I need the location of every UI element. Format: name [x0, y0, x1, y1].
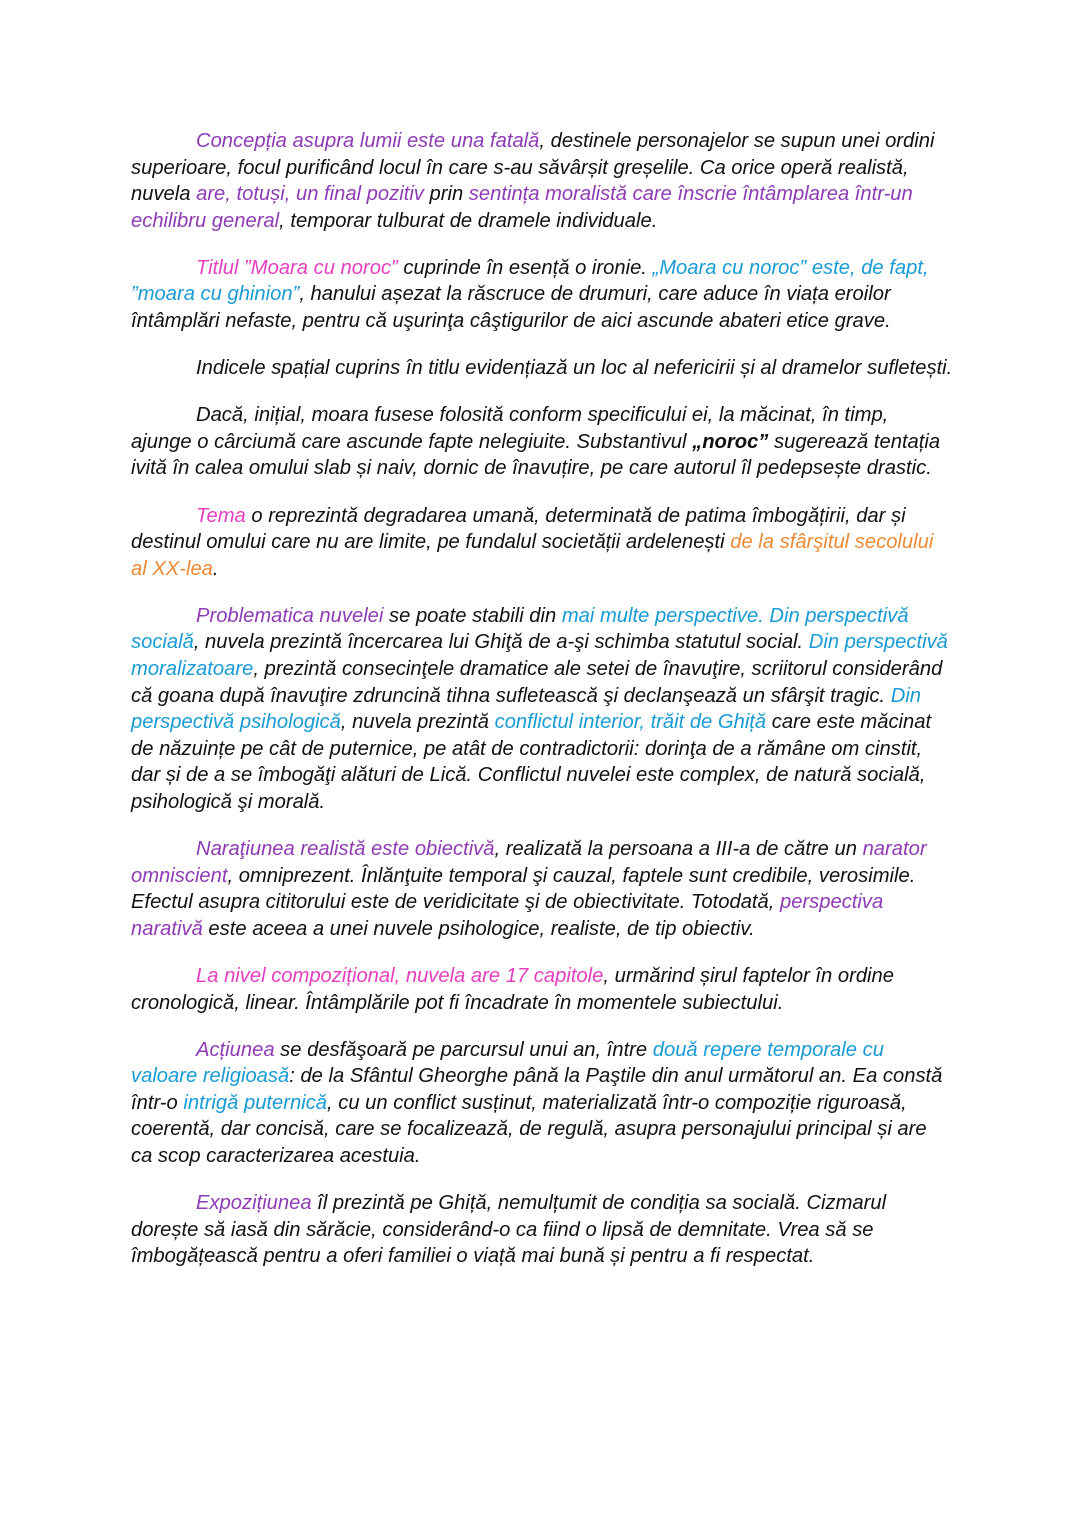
- highlighted-text: perspectiva narativă: [131, 891, 884, 940]
- highlighted-text: conflictul interior, trăit de Ghiță: [494, 711, 767, 734]
- highlighted-text: Din perspectivă psihologică: [131, 684, 922, 734]
- text-segment: o reprezintă degradarea umană, determinată de patima îmbogățirii, dar și destinul omului care nu are limite, pe fundalul societății ardelenești: [131, 504, 906, 554]
- text-segment: care este măcinat de năzuințe pe cât de puternice, pe atât de contradictorii: dorinţa de a rămâne om cinstit, dar și de a se îmbogăţi alături de Lică. Conflictul nuvelei este complex, de natură socială, psihologică şi morală.: [131, 711, 932, 813]
- text-segment: , cu un conflict susținut, materializată într-o compoziție riguroasă, coerentă, dar concisă, care se focalizează, de regulă, asupra personajului principal și are ca scop caracterizarea acestuia.: [131, 1091, 927, 1167]
- highlighted-text: două repere temporale cu valoare religioasă: [131, 1038, 884, 1088]
- paragraph-daca: [131, 402, 953, 482]
- highlighted-text: Acțiunea: [196, 1038, 275, 1061]
- text-segment: se desfăşoară pe parcursul unui an, între: [274, 1038, 653, 1061]
- text-segment: : de la Sfântul Gheorghe până la Paştile din anul următorul an. Ea constă într-o: [131, 1065, 943, 1114]
- text-segment: , nuvela prezintă încercarea lui Ghiţă de a-şi schimba statutul social.: [193, 631, 809, 654]
- paragraph-problematica: [131, 603, 953, 816]
- highlighted-text: „Moara cu noroc” este, de fapt, ”moara cu ghinion”: [131, 256, 929, 306]
- highlighted-text: Concepția asupra lumii este una fatală: [196, 130, 540, 152]
- highlighted-text: sentința moralistă care înscrie întâmplarea într-un echilibru general: [131, 183, 913, 232]
- text-segment: , omniprezent. Înlănţuite temporal şi cauzal, faptele sunt credibile, verosimile. Efectul asupra cititorului este de veridicitate şi de obiectivitate. Totodată,: [131, 864, 916, 914]
- text-segment: se poate stabili din: [383, 604, 562, 627]
- highlighted-text: intrigă puternică: [183, 1091, 328, 1114]
- paragraph-naratiunea: [131, 836, 953, 942]
- text-segment: cuprinde în esență o ironie.: [397, 256, 653, 279]
- paragraph-compozitional: [131, 963, 953, 1016]
- bold-text: „noroc”: [692, 430, 769, 453]
- text-segment: sugerează tentația ivită în calea omului slab și naiv, dornic de înavuțire, pe care autorul îl pedepsește drastic.: [131, 430, 941, 480]
- text-segment: Dacă, inițial, moara fusese folosită conform specificului ei, la măcinat, în timp, ajunge o cârciumă care ascunde fapte nelegiuite. Substantivul: [131, 404, 889, 453]
- highlighted-text: La nivel compozițional, nuvela are 17 capitole: [196, 964, 604, 987]
- paragraph-expozitiunea: [131, 1190, 953, 1270]
- paragraph-titlul: [131, 255, 953, 335]
- highlighted-text: mai multe perspective. Din perspectivă socială: [131, 604, 909, 654]
- highlighted-text: narator omniscient: [131, 838, 927, 887]
- text-segment: , realizată la persoana a III-a de către un: [494, 838, 863, 861]
- paragraph-tema: [131, 503, 953, 583]
- paragraph-indicele: [131, 355, 953, 382]
- text-segment: , destinele personajelor se supun unei ordini superioare, focul purificând locul în care s-au săvârșit greșelile. Ca orice operă realistă, nuvela: [131, 130, 935, 206]
- text-segment: , hanului așezat la răscruce de drumuri, care aduce în viața eroilor întâmplări nefaste, pentru că uşurinţa câştigurilor de aici ascunde abateri etice grave.: [131, 283, 891, 333]
- highlighted-text: Naraţiunea realistă este obiectivă: [196, 838, 495, 861]
- paragraph-conceptia: [131, 128, 953, 234]
- highlighted-text: Expozițiunea: [196, 1192, 312, 1215]
- highlighted-text: de la sfârşitul secolului al XX-lea: [131, 531, 934, 580]
- text-segment: îl prezintă pe Ghiță, nemulțumit de condiția sa socială. Cizmarul dorește să iasă din sărăcie, considerând-o ca fiind o lipsă de demnitate. Vrea să se îmbogățească pentru a oferi familiei o viață mai bună și pentru a fi respectat.: [131, 1192, 887, 1268]
- text-segment: , temporar tulburat de dramele individuale.: [279, 209, 658, 232]
- text-segment: , urmărind șirul faptelor în ordine cronologică, linear. Întâmplările pot fi încadrate în momentele subiectului.: [131, 964, 894, 1014]
- text-segment: , prezintă consecinţele dramatice ale setei de înavuţire, scriitorul considerând că goana după înavuţire zdruncină tihna sufletească şi declanşează un sfârşit tragic.: [131, 658, 943, 707]
- highlighted-text: Problematica nuvelei: [196, 604, 384, 627]
- text-segment: prin: [423, 183, 469, 206]
- text-segment: , nuvela prezintă: [340, 711, 495, 734]
- highlighted-text: Din perspectivă moralizatoare: [131, 631, 948, 680]
- paragraph-actiunea: [131, 1037, 953, 1170]
- text-segment: .: [212, 557, 219, 580]
- highlighted-text: Tema: [196, 504, 246, 527]
- highlighted-text: are, totuși, un final pozitiv: [196, 183, 424, 206]
- text-segment: Indicele spațial cuprins în titlu evidențiază un loc al nefericirii și al dramelor sufletești.: [196, 357, 953, 380]
- document-page: [131, 128, 953, 1290]
- highlighted-text: Titlul ”Moara cu noroc”: [196, 256, 398, 279]
- text-segment: este aceea a unei nuvele psihologice, realiste, de tip obiectiv.: [202, 917, 755, 940]
